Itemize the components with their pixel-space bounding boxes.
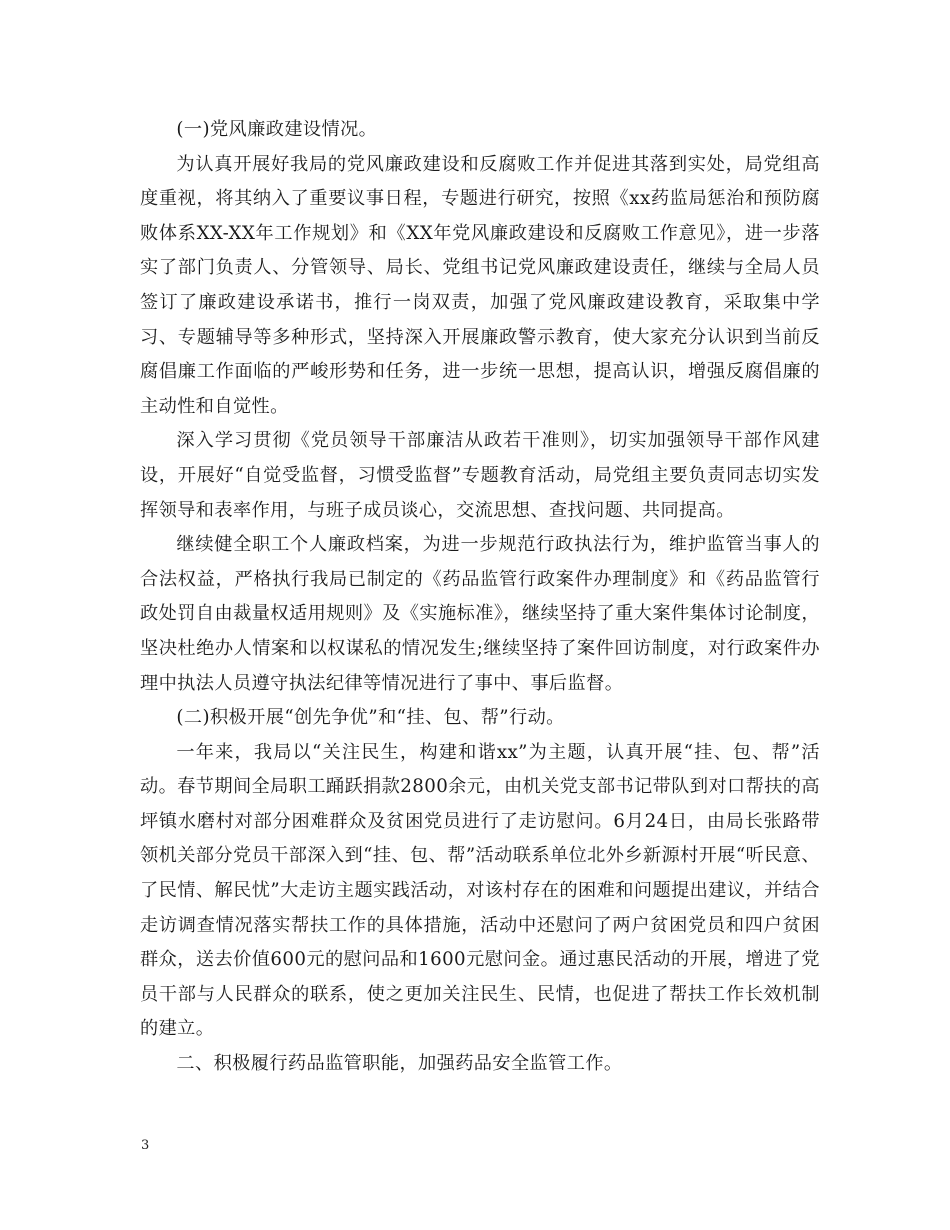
paragraph-leadership-conduct: 深入学习贯彻《党员领导干部廉洁从政若干准则》，切实加强领导干部作风建设，开展好“自觉受监督，习惯受监督”专题教育活动，局党组主要负责同志切实发挥领导和表率作用，与班子成员谈心，交流思想、查找问题、共同提高。 [140,430,820,521]
paragraph-integrity-records: 继续健全职工个人廉政档案，为进一步规范行政执法行为，维护监管当事人的合法权益，严格执行我局已制定的《药品监管行政案件办理制度》和《药品监管行政处罚自由裁量权适用规则》及《实施标准》，继续坚持了重大案件集体讨论制度，坚决杜绝办人情案和以权谋私的情况发生;继续坚持了案件回访制度，对行政案件办理中执法人员遵守执法纪律等情况进行了事中、事后监督。 [140,534,820,694]
page-number: 3 [141,1138,150,1153]
paragraph-anti-corruption-work: 为认真开展好我局的党风廉政建设和反腐败工作并促进其落到实处，局党组高度重视，将其纳入了重要议事日程，专题进行研究，按照《xx药监局惩治和预防腐败体系XX-XX年工作规划》和《XX年党风廉政建设和反腐败工作意见》，进一步落实了部门负责人、分管领导、局长、党组书记党风廉政建设责任，继续与全局人员签订了廉政建设承诺书，推行一岗双责，加强了党风廉政建设教育，采取集中学习、专题辅导等多种形式，坚持深入开展廉政警示教育，使大家充分认识到当前反腐倡廉工作面临的严峻形势和任务，进一步统一思想，提高认识，增强反腐倡廉的主动性和自觉性。 [140,153,820,417]
document-body [140,113,820,1082]
section-heading-drug-supervision: 二、积极履行药品监管职能，加强药品安全监管工作。 [176,1053,623,1075]
paragraph-assistance-activities: 一年来，我局以“关注民生，构建和谐xx”为主题，认真开展“挂、包、帮”活动。春节期间全局职工踊跃捐款2800余元，由机关党支部书记带队到对口帮扶的高坪镇水磨村对部分困难群众及贫困党员进行了走访慰问。6月24日，由局长张路带领机关部分党员干部深入到“挂、包、帮”活动联系单位北外乡新源村开展“听民意、了民情、解民忧”大走访主题实践活动，对该村存在的困难和问题提出建议，并结合走访调查情况落实帮扶工作的具体措施，活动中还慰问了两户贫困党员和四户贫困群众，送去价值600元的慰问品和1600元慰问金。通过惠民活动的开展，增进了党员干部与人民群众的联系，使之更加关注民生、民情，也促进了帮扶工作长效机制的建立。 [140,741,820,1040]
section-heading-party-conduct: (一)党风廉政建设情况。 [176,119,378,140]
section-heading-excellence-campaign: (二)积极开展“创先争优”和“挂、包、帮”行动。 [176,707,565,729]
